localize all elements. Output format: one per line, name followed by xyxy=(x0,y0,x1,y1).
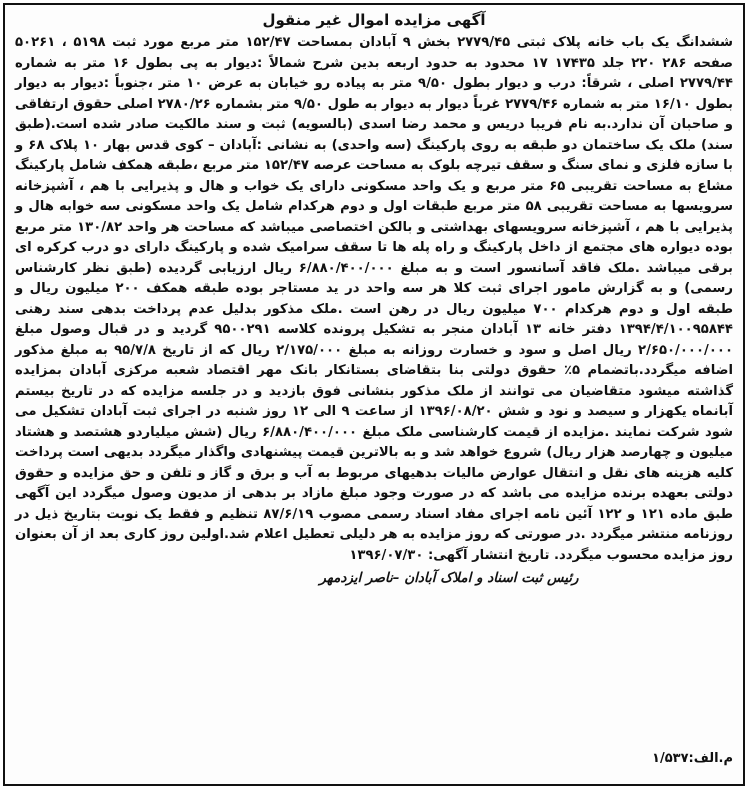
notice-title: آگهی مزایده اموال غیر منقول xyxy=(262,11,486,29)
notice-reference: م.الف:۱/۵۳۷ xyxy=(652,751,733,766)
notice-body xyxy=(5,33,743,566)
notice-body-text: ششدانگ یک باب خانه پلاک ثبتی ۲۷۷۹/۴۵ بخش ۹ آبادان بمساحت ۱۵۲/۴۷ متر مربع مورد ثبت ۵۱۹۸ ، ۵۰۲۶۱ صفحه ۲۸۶ ۲۲۰ جلد ۱۷۴۳۵ ۱۷ محدود به حدود اربعه بدین شرح شمالاً :دیوار به پی بطول ۱۶ متر به شماره ۲۷۷۹/۴۴ اصلی ، شرقاً: درب و دیوار بطول ۹/۵۰ متر به پیاده رو خیابان به عرض ۱۰ متر ،جنوباً :دیوار به دیوار بطول ۱۶/۱۰ متر به شماره ۲۷۷۹/۴۶ غرباً دیوار به دیوار به طول ۹/۵۰ متر بشماره ۲۷۸۰/۲۶ اصلی حقوق ارتفاقی و صاحبان آن ندارد.به نام فریبا دریس و محمد رضا اسدی (بالسویه) ثبت و سند مالکیت صادر شده است.(طبق سند) ملک یک ساختمان دو طبقه به روی پارکینگ (سه واحدی) به نشانی :آبادان – کوی قدس بهار ۱۰ پلاک ۶۸ و با سازه فلزی و نمای سنگ و سقف تیرچه بلوک به مساحت عرصه ۱۵۲/۴۷ متر مربع ،طبقه همکف شامل پارکینگ مشاع به مساحت تقریبی ۶۵ متر مربع و یک واحد مسکونی دارای یک خواب و هال و پذیرایی با هم ، آشپزخانه سرویسها به مساحت تقریبی ۵۸ متر مربع طبقات اول و دوم هرکدام شامل یک واحد مسکونی سه خوابه هال و پذیرایی با هم ، آشپزخانه سرویسهای بهداشتی و بالکن اختصاصی میباشد که مساحت هر واحد ۱۳۰/۸۲ متر مربع بوده دیواره های مجتمع از داخل پارکینگ و راه پله ها تا سقف سرامیک شده و پارکینگ دارای دو درب کرکره ای برقی میباشد .ملک فاقد آسانسور است و به مبلغ ۶/۸۸۰/۴۰۰/۰۰۰ ریال ارزیابی گردیده (طبق نظر کارشناس رسمی) و به گزارش مامور اجرای ثبت کلا هر سه واحد در ید مستاجر بوده طبقه همکف ۲۰۰ میلیون ریال و طبقه اول و دوم هرکدام ۷۰۰ میلیون ریال در رهن است .ملک مذکور بدلیل عدم پرداخت بدهی سند رهنی ۱۳۹۴/۴/۱۰۰۹۵۸۴۴ دفتر خانه ۱۳ آبادان منجر به تشکیل پرونده کلاسه ۹۵۰۰۲۹۱ گردید و در قبال وصول مبلغ ۲/۶۵۰/۰۰۰/۰۰۰ ریال اصل و سود و خسارت روزانه به مبلغ ۲/۱۷۵/۰۰۰ ریال که از تاریخ ۹۵/۷/۸ به مبلغ مذکور اضافه میگردد.باتضمام ۵٪ حقوق دولتی بنا بتقاضای بستانکار بانک مهر اقتصاد شعبه مرکزی آبادان بمزایده گذاشته میشود متقاضیان می توانند از ملک مذکور بنشانی فوق بازدید و در جلسه مزایده که در تاریخ بیستم آبانماه یکهزار و سیصد و نود و شش ۱۳۹۶/۰۸/۲۰ از ساعت ۹ الی ۱۲ روز شنبه در اجرای ثبت آبادان تشکیل می شود شرکت نمایند .مزایده از قیمت کارشناسی ملک مبلغ ۶/۸۸۰/۴۰۰/۰۰۰ ریال (شش میلیاردو هشتصد و هشتاد میلیون و چهارصد هزار ریال) شروع خواهد شد و به بالاترین قیمت پیشنهادی واگذار میگردد بدیهی است پرداخت کلیه هزینه های نقل و انتقال عوارض مالیات بدهیهای مربوط به آب و برق و گاز و تلفن و حق مزایده و حقوق دولتی بعهده برنده مزایده می باشد که در صورت وجود مبلغ مازاد بر بدهی از مدیون وصول میگردد این آگهی طبق ماده ۱۲۱ و ۱۲۲ آئین نامه اجرای مفاد اسناد رسمی مصوب ۸۷/۶/۱۹ تنظیم و فقط یک نوبت بتاریخ ذیل در روزنامه منتشر میگردد .در صورتی که روز مزایده به هر دلیلی تعطیل اعلام شد.اولین روز کاری بعد از آن بعنوان روز مزایده محسوب میگردد. تاریخ انتشار آگهی: ۱۳۹۶/۰۷/۳۰ xyxy=(15,35,734,563)
notice-signature: رئیس ثبت اسناد و املاک آبادان –ناصر ایزدمهر xyxy=(319,570,579,586)
notice-box xyxy=(3,3,745,786)
